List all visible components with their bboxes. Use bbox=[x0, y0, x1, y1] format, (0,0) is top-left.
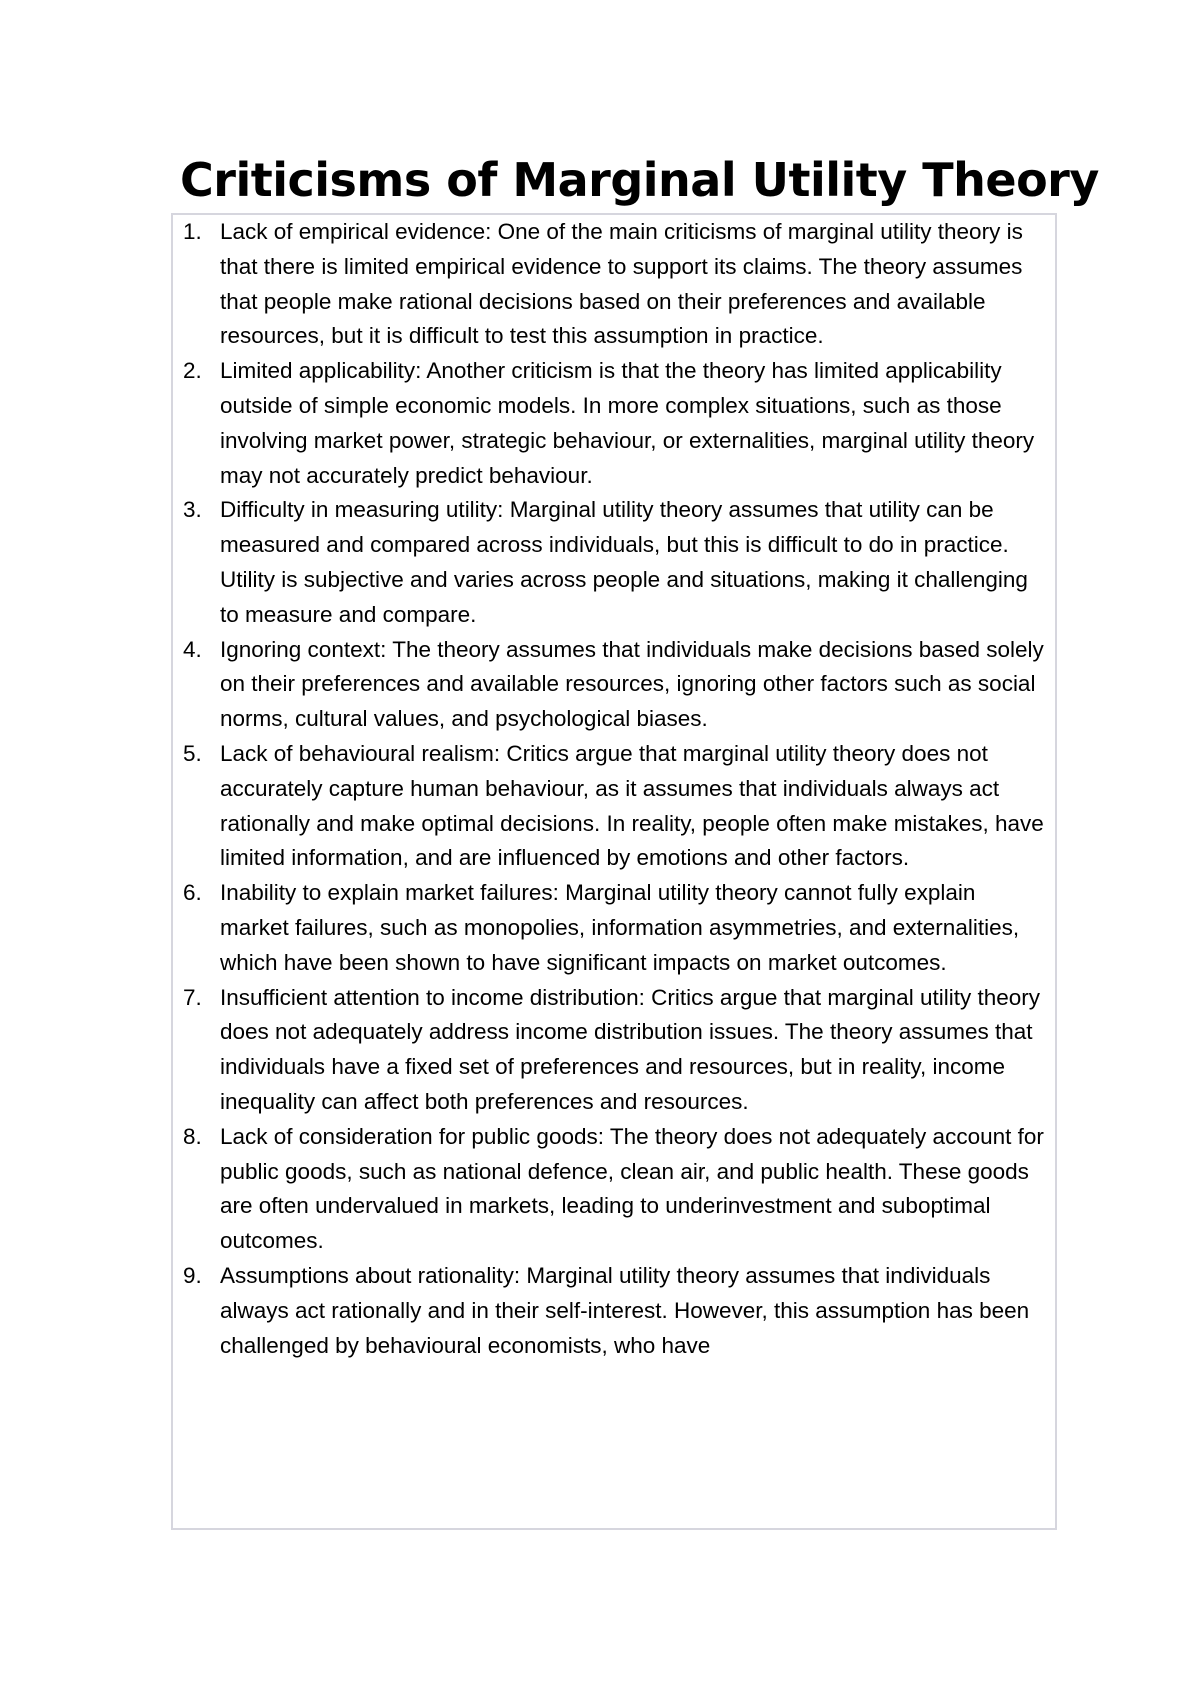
list-item bbox=[173, 215, 1055, 354]
item-number: 8. bbox=[183, 1123, 202, 1149]
list-item bbox=[173, 493, 1055, 632]
item-number: 1. bbox=[183, 219, 202, 244]
item-text: Insufficient attention to income distribution: Critics argue that marginal utility theory does not adequately address income distribution issues. The theory assumes that individuals have a fixed set of preferences and resources, but in reality, income inequality can affect both preferences and resources. bbox=[220, 984, 1040, 1114]
list-item bbox=[173, 1259, 1055, 1363]
text-frame bbox=[171, 213, 1057, 1530]
item-number: 7. bbox=[183, 984, 202, 1010]
list-item bbox=[173, 1120, 1055, 1259]
item-text: Lack of empirical evidence: One of the main criticisms of marginal utility theory is that there is limited empirical evidence to support its claims. The theory assumes that people make rational decisions based on their preferences and available resources, but it is difficult to test this assumption in practice. bbox=[220, 219, 1023, 349]
item-text: Lack of behavioural realism: Critics argue that marginal utility theory does not accurately capture human behaviour, as it assumes that individuals always act rationally and make optimal decisions. In reality, people often make mistakes, have limited information, and are influenced by emotions and other factors. bbox=[220, 740, 1044, 871]
item-number: 4. bbox=[183, 636, 202, 662]
page-title: Criticisms of Marginal Utility Theory bbox=[180, 153, 1099, 207]
item-number: 9. bbox=[183, 1262, 202, 1288]
item-number: 5. bbox=[183, 740, 202, 766]
item-text: Lack of consideration for public goods: The theory does not adequately account for public goods, such as national defence, clean air, and public health. These goods are often undervalued in markets, leading to underinvestment and suboptimal outcomes. bbox=[220, 1123, 1044, 1254]
list-item bbox=[173, 354, 1055, 493]
item-number: 3. bbox=[183, 497, 202, 523]
item-text: Inability to explain market failures: Marginal utility theory cannot fully explain market failures, such as monopolies, information asymmetries, and externalities, which have been shown to have significant impacts on market outcomes. bbox=[220, 880, 1020, 975]
item-text: Ignoring context: The theory assumes that individuals make decisions based solely on their preferences and available resources, ignoring other factors such as social norms, cultural values, and psychological biases. bbox=[220, 636, 1044, 732]
list-item bbox=[173, 737, 1055, 876]
item-text: Difficulty in measuring utility: Marginal utility theory assumes that utility can be measured and compared across individuals, but this is difficult to do in practice. Utility is subjective and varies across people and situations, making it challenging to measure and compare. bbox=[220, 497, 1028, 627]
list-item bbox=[173, 876, 1055, 980]
item-text: Assumptions about rationality: Marginal utility theory assumes that individuals always act rationally and in their self-interest. However, this assumption has been challenged by behavioural economists, who have bbox=[220, 1262, 1030, 1358]
item-number: 2. bbox=[183, 358, 202, 384]
item-text: Limited applicability: Another criticism is that the theory has limited applicability outside of simple economic models. In more complex situations, such as those involving market power, strategic behaviour, or externalities, marginal utility theory may not accurately predict behaviour. bbox=[220, 358, 1035, 488]
item-number: 6. bbox=[183, 880, 202, 906]
criticism-list bbox=[173, 215, 1055, 1363]
list-item bbox=[173, 633, 1055, 737]
list-item bbox=[173, 981, 1055, 1120]
